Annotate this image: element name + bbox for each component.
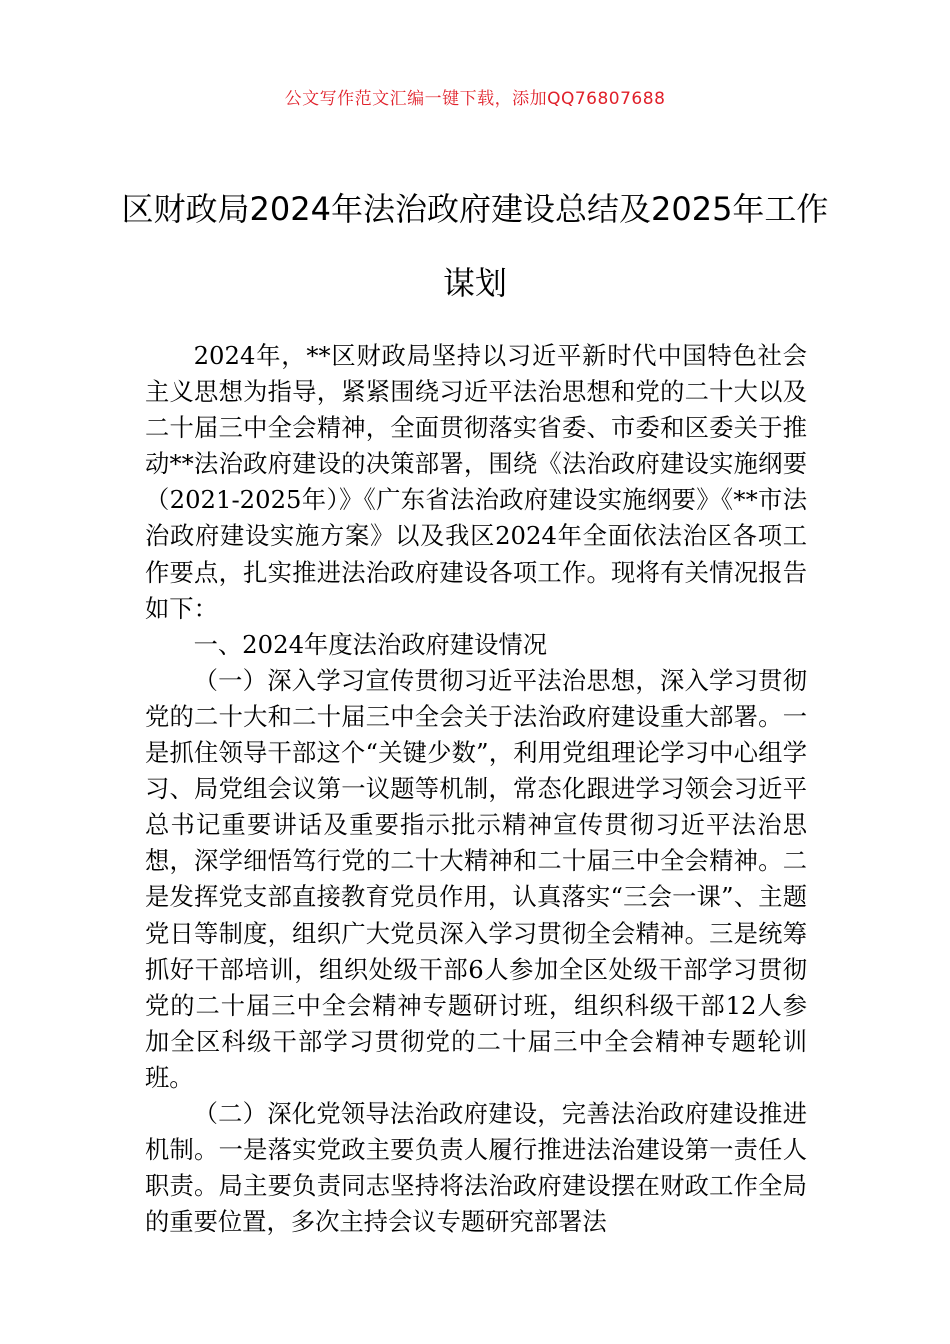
document-title: 区财政局2024年法治政府建设总结及2025年工作谋划	[121, 190, 829, 302]
subsection-paragraph-2: （二）深化党领导法治政府建设，完善法治政府建设推进机制。一是落实党政主要负责人履行推进法治建设第一责任人职责。局主要负责同志坚持将法治政府建设摆在财政工作全局的重要位置，多次主持会议专题研究部署法	[145, 1098, 807, 1237]
document-body	[145, 338, 807, 1240]
download-banner: 公文写作范文汇编一键下载，添加QQ76807688	[284, 89, 666, 109]
section-heading-1: 一、2024年度法治政府建设情况	[193, 629, 547, 659]
intro-paragraph: 2024年，**区财政局坚持以习近平新时代中国特色社会主义思想为指导，紧紧围绕习近平法治思想和党的二十大以及二十届三中全会精神，全面贯彻落实省委、市委和区委关于推动**法治政府建设的决策部署，围绕《法治政府建设实施纲要（2021-2025年）》《广东省法治政府建设实施纲要》《**市法治政府建设实施方案》以及我区2024年全面依法治区各项工作要点，扎实推进法治政府建设各项工作。现将有关情况报告如下：	[145, 341, 807, 623]
subsection-paragraph-1: （一）深入学习宣传贯彻习近平法治思想，深入学习贯彻党的二十大和二十届三中全会关于法治政府建设重大部署。一是抓住领导干部这个“关键少数”，利用党组理论学习中心组学习、局党组会议第一议题等机制，常态化跟进学习领会习近平总书记重要讲话及重要指示批示精神宣传贯彻习近平法治思想，深学细悟笃行党的二十大精神和二十届三中全会精神。二是发挥党支部直接教育党员作用，认真落实“三会一课”、主题党日等制度，组织广大党员深入学习贯彻全会精神。三是统筹抓好干部培训，组织处级干部6人参加全区处级干部学习贯彻党的二十届三中全会精神专题研讨班，组织科级干部12人参加全区科级干部学习贯彻党的二十届三中全会精神专题轮训班。	[145, 665, 807, 1092]
